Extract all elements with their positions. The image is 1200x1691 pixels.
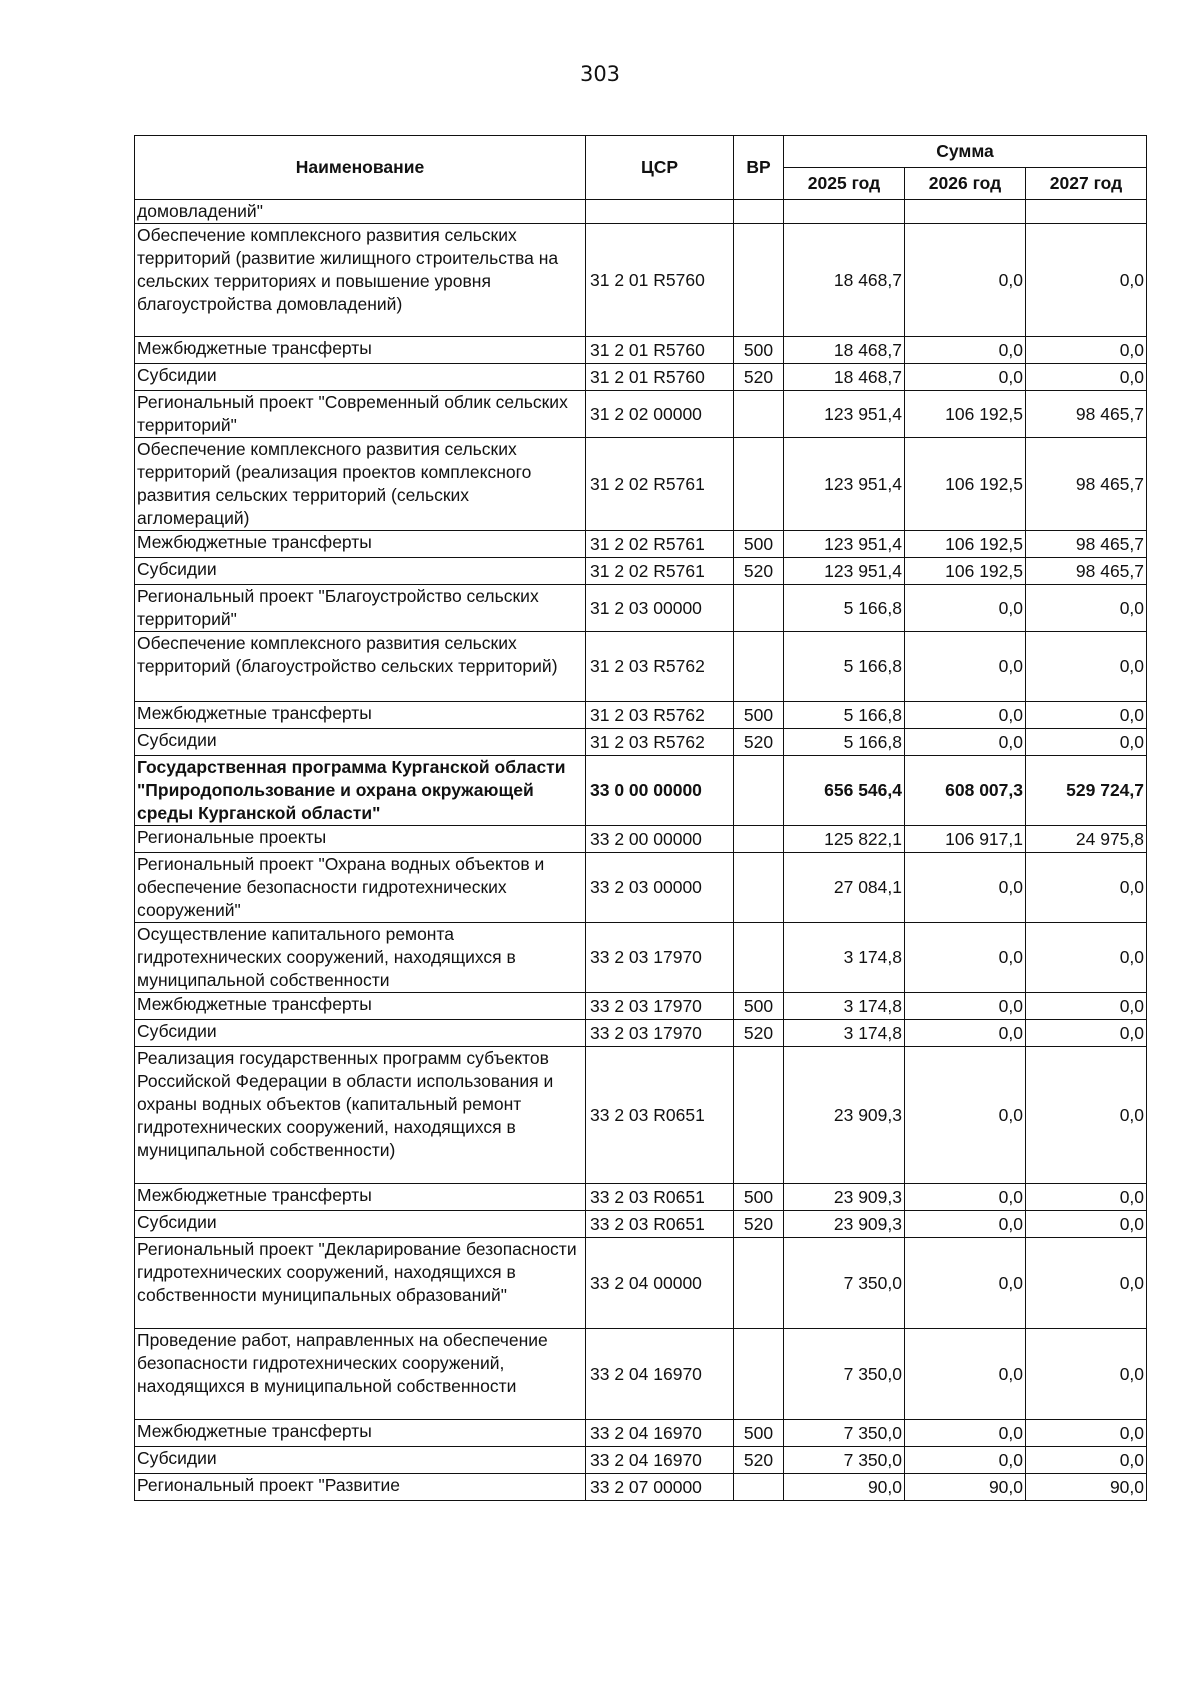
cell-y2025: 5 166,8 bbox=[784, 702, 905, 729]
cell-vr bbox=[734, 1238, 784, 1329]
cell-csr: 31 2 02 R5761 bbox=[586, 531, 734, 558]
cell-y2025: 23 909,3 bbox=[784, 1211, 905, 1238]
cell-y2027: 0,0 bbox=[1026, 364, 1147, 391]
table-row bbox=[135, 729, 1147, 756]
table-header bbox=[135, 136, 1147, 200]
cell-csr: 33 2 03 R0651 bbox=[586, 1184, 734, 1211]
cell-y2027: 98 465,7 bbox=[1026, 558, 1147, 585]
cell-y2025: 23 909,3 bbox=[784, 1047, 905, 1184]
table-row bbox=[135, 1047, 1147, 1184]
cell-y2027: 0,0 bbox=[1026, 224, 1147, 337]
cell-csr: 31 2 02 R5761 bbox=[586, 438, 734, 531]
cell-y2026: 106 192,5 bbox=[905, 531, 1026, 558]
cell-y2027: 0,0 bbox=[1026, 923, 1147, 993]
cell-csr: 33 2 04 16970 bbox=[586, 1420, 734, 1447]
cell-y2026: 0,0 bbox=[905, 224, 1026, 337]
cell-y2026: 106 192,5 bbox=[905, 391, 1026, 438]
cell-y2026: 0,0 bbox=[905, 337, 1026, 364]
cell-csr: 33 2 04 00000 bbox=[586, 1238, 734, 1329]
cell-name: Проведение работ, направленных на обеспечение безопасности гидротехнических сооружений, находящихся в муниципальной собственности bbox=[135, 1329, 586, 1420]
cell-name: Региональный проект "Благоустройство сельских территорий" bbox=[135, 585, 586, 632]
cell-y2027: 0,0 bbox=[1026, 632, 1147, 702]
cell-y2025: 656 546,4 bbox=[784, 756, 905, 826]
cell-vr bbox=[734, 632, 784, 702]
cell-vr: 500 bbox=[734, 702, 784, 729]
cell-y2026: 0,0 bbox=[905, 993, 1026, 1020]
table-row bbox=[135, 1420, 1147, 1447]
cell-name: Субсидии bbox=[135, 1447, 586, 1474]
cell-y2025 bbox=[784, 200, 905, 224]
cell-y2025: 27 084,1 bbox=[784, 853, 905, 923]
cell-y2025: 90,0 bbox=[784, 1474, 905, 1501]
cell-vr bbox=[734, 756, 784, 826]
cell-y2026: 0,0 bbox=[905, 1047, 1026, 1184]
cell-y2026: 0,0 bbox=[905, 1420, 1026, 1447]
cell-csr: 31 2 01 R5760 bbox=[586, 337, 734, 364]
cell-vr bbox=[734, 391, 784, 438]
cell-y2027: 98 465,7 bbox=[1026, 531, 1147, 558]
table-row bbox=[135, 923, 1147, 993]
budget-table bbox=[134, 135, 1147, 1501]
table-row bbox=[135, 200, 1147, 224]
cell-vr bbox=[734, 826, 784, 853]
cell-name: Региональный проект "Современный облик сельских территорий" bbox=[135, 391, 586, 438]
cell-y2025: 7 350,0 bbox=[784, 1238, 905, 1329]
cell-y2027: 0,0 bbox=[1026, 1329, 1147, 1420]
cell-vr: 520 bbox=[734, 1447, 784, 1474]
cell-y2026: 106 192,5 bbox=[905, 438, 1026, 531]
cell-y2025: 123 951,4 bbox=[784, 558, 905, 585]
cell-y2025: 3 174,8 bbox=[784, 923, 905, 993]
cell-y2027: 0,0 bbox=[1026, 1420, 1147, 1447]
header-2027: 2027 год bbox=[1026, 168, 1147, 200]
cell-y2026: 0,0 bbox=[905, 1211, 1026, 1238]
cell-vr: 520 bbox=[734, 364, 784, 391]
cell-name: Региональные проекты bbox=[135, 826, 586, 853]
table-row bbox=[135, 993, 1147, 1020]
cell-y2026: 106 192,5 bbox=[905, 558, 1026, 585]
cell-name: Межбюджетные трансферты bbox=[135, 702, 586, 729]
cell-vr bbox=[734, 224, 784, 337]
cell-y2026: 0,0 bbox=[905, 632, 1026, 702]
cell-y2025: 125 822,1 bbox=[784, 826, 905, 853]
cell-name: Субсидии bbox=[135, 1211, 586, 1238]
table-row bbox=[135, 531, 1147, 558]
cell-y2026 bbox=[905, 200, 1026, 224]
table-row bbox=[135, 632, 1147, 702]
cell-name: Межбюджетные трансферты bbox=[135, 993, 586, 1020]
cell-vr bbox=[734, 200, 784, 224]
cell-csr: 33 2 03 17970 bbox=[586, 1020, 734, 1047]
cell-csr: 31 2 02 R5761 bbox=[586, 558, 734, 585]
cell-y2027: 98 465,7 bbox=[1026, 438, 1147, 531]
table-row bbox=[135, 702, 1147, 729]
cell-csr: 31 2 03 R5762 bbox=[586, 632, 734, 702]
cell-vr: 500 bbox=[734, 531, 784, 558]
cell-y2027 bbox=[1026, 200, 1147, 224]
table-row bbox=[135, 391, 1147, 438]
cell-name: Межбюджетные трансферты bbox=[135, 1184, 586, 1211]
cell-y2026: 0,0 bbox=[905, 1020, 1026, 1047]
cell-y2027: 90,0 bbox=[1026, 1474, 1147, 1501]
cell-y2026: 0,0 bbox=[905, 702, 1026, 729]
cell-csr bbox=[586, 200, 734, 224]
cell-y2027: 0,0 bbox=[1026, 337, 1147, 364]
cell-vr: 500 bbox=[734, 1420, 784, 1447]
cell-vr: 500 bbox=[734, 1184, 784, 1211]
cell-csr: 33 2 07 00000 bbox=[586, 1474, 734, 1501]
cell-y2027: 0,0 bbox=[1026, 853, 1147, 923]
cell-vr bbox=[734, 438, 784, 531]
cell-y2025: 5 166,8 bbox=[784, 585, 905, 632]
cell-y2025: 123 951,4 bbox=[784, 438, 905, 531]
cell-name: Обеспечение комплексного развития сельских территорий (благоустройство сельских территорий) bbox=[135, 632, 586, 702]
cell-y2026: 106 917,1 bbox=[905, 826, 1026, 853]
table-row bbox=[135, 1447, 1147, 1474]
cell-name: Региональный проект "Декларирование безопасности гидротехнических сооружений, находящихся в собственности муниципальных образований" bbox=[135, 1238, 586, 1329]
cell-vr: 520 bbox=[734, 1211, 784, 1238]
table-row bbox=[135, 826, 1147, 853]
table-row bbox=[135, 1238, 1147, 1329]
cell-y2025: 3 174,8 bbox=[784, 1020, 905, 1047]
cell-y2027: 0,0 bbox=[1026, 585, 1147, 632]
table-row bbox=[135, 1184, 1147, 1211]
cell-vr: 500 bbox=[734, 993, 784, 1020]
cell-csr: 33 2 03 R0651 bbox=[586, 1047, 734, 1184]
cell-y2027: 0,0 bbox=[1026, 1020, 1147, 1047]
cell-vr: 500 bbox=[734, 337, 784, 364]
cell-y2027: 0,0 bbox=[1026, 1047, 1147, 1184]
cell-csr: 31 2 03 R5762 bbox=[586, 702, 734, 729]
cell-y2027: 0,0 bbox=[1026, 1184, 1147, 1211]
table-row bbox=[135, 853, 1147, 923]
cell-y2026: 0,0 bbox=[905, 1238, 1026, 1329]
cell-csr: 31 2 02 00000 bbox=[586, 391, 734, 438]
cell-csr: 33 2 03 00000 bbox=[586, 853, 734, 923]
cell-csr: 31 2 03 00000 bbox=[586, 585, 734, 632]
table-row bbox=[135, 756, 1147, 826]
cell-vr bbox=[734, 1474, 784, 1501]
cell-csr: 33 2 00 00000 bbox=[586, 826, 734, 853]
cell-y2027: 0,0 bbox=[1026, 702, 1147, 729]
cell-csr: 31 2 01 R5760 bbox=[586, 224, 734, 337]
table-body bbox=[135, 200, 1147, 1501]
table-row bbox=[135, 1474, 1147, 1501]
cell-y2025: 7 350,0 bbox=[784, 1447, 905, 1474]
cell-y2026: 0,0 bbox=[905, 729, 1026, 756]
header-csr: ЦСР bbox=[586, 136, 734, 200]
cell-y2025: 5 166,8 bbox=[784, 632, 905, 702]
table-row bbox=[135, 337, 1147, 364]
cell-y2025: 18 468,7 bbox=[784, 224, 905, 337]
header-2026: 2026 год bbox=[905, 168, 1026, 200]
table-row bbox=[135, 1329, 1147, 1420]
cell-name: Субсидии bbox=[135, 364, 586, 391]
cell-y2027: 529 724,7 bbox=[1026, 756, 1147, 826]
cell-name: Осуществление капитального ремонта гидротехнических сооружений, находящихся в муниципальной собственности bbox=[135, 923, 586, 993]
cell-y2027: 0,0 bbox=[1026, 729, 1147, 756]
table-row bbox=[135, 438, 1147, 531]
cell-y2026: 0,0 bbox=[905, 1184, 1026, 1211]
cell-name: Региональный проект "Развитие bbox=[135, 1474, 586, 1501]
cell-y2026: 90,0 bbox=[905, 1474, 1026, 1501]
cell-y2025: 3 174,8 bbox=[784, 993, 905, 1020]
cell-y2026: 0,0 bbox=[905, 1329, 1026, 1420]
cell-csr: 33 2 04 16970 bbox=[586, 1447, 734, 1474]
cell-name: Субсидии bbox=[135, 729, 586, 756]
cell-y2025: 18 468,7 bbox=[784, 364, 905, 391]
cell-vr bbox=[734, 585, 784, 632]
cell-name: Межбюджетные трансферты bbox=[135, 1420, 586, 1447]
cell-y2027: 98 465,7 bbox=[1026, 391, 1147, 438]
cell-y2027: 0,0 bbox=[1026, 1447, 1147, 1474]
cell-name: Субсидии bbox=[135, 1020, 586, 1047]
cell-y2025: 123 951,4 bbox=[784, 531, 905, 558]
cell-y2026: 0,0 bbox=[905, 853, 1026, 923]
cell-vr bbox=[734, 1047, 784, 1184]
cell-csr: 33 2 04 16970 bbox=[586, 1329, 734, 1420]
header-2025: 2025 год bbox=[784, 168, 905, 200]
cell-vr: 520 bbox=[734, 1020, 784, 1047]
cell-y2026: 0,0 bbox=[905, 585, 1026, 632]
cell-vr bbox=[734, 1329, 784, 1420]
cell-name: Межбюджетные трансферты bbox=[135, 531, 586, 558]
cell-y2025: 7 350,0 bbox=[784, 1420, 905, 1447]
cell-vr: 520 bbox=[734, 729, 784, 756]
cell-y2025: 7 350,0 bbox=[784, 1329, 905, 1420]
cell-csr: 31 2 03 R5762 bbox=[586, 729, 734, 756]
cell-csr: 33 0 00 00000 bbox=[586, 756, 734, 826]
cell-y2026: 0,0 bbox=[905, 923, 1026, 993]
table-row bbox=[135, 364, 1147, 391]
cell-name: домовладений" bbox=[135, 200, 586, 224]
cell-y2027: 24 975,8 bbox=[1026, 826, 1147, 853]
cell-name: Субсидии bbox=[135, 558, 586, 585]
cell-csr: 33 2 03 R0651 bbox=[586, 1211, 734, 1238]
cell-vr: 520 bbox=[734, 558, 784, 585]
cell-y2026: 0,0 bbox=[905, 1447, 1026, 1474]
cell-csr: 33 2 03 17970 bbox=[586, 923, 734, 993]
cell-name: Межбюджетные трансферты bbox=[135, 337, 586, 364]
cell-y2026: 0,0 bbox=[905, 364, 1026, 391]
cell-name: Обеспечение комплексного развития сельских территорий (реализация проектов комплексного развития сельских территорий (сельских агломераций) bbox=[135, 438, 586, 531]
cell-name: Государственная программа Курганской области "Природопользование и охрана окружающей среды Курганской области" bbox=[135, 756, 586, 826]
cell-name: Реализация государственных программ субъектов Российской Федерации в области использования и охраны водных объектов (капитальный ремонт гидротехнических сооружений, находящихся в муниципальной собственности) bbox=[135, 1047, 586, 1184]
cell-y2025: 5 166,8 bbox=[784, 729, 905, 756]
table-row bbox=[135, 1211, 1147, 1238]
cell-csr: 33 2 03 17970 bbox=[586, 993, 734, 1020]
cell-vr bbox=[734, 923, 784, 993]
table-row bbox=[135, 224, 1147, 337]
cell-y2025: 18 468,7 bbox=[784, 337, 905, 364]
header-sum: Сумма bbox=[784, 136, 1147, 168]
cell-name: Региональный проект "Охрана водных объектов и обеспечение безопасности гидротехнических сооружений" bbox=[135, 853, 586, 923]
header-vr: ВР bbox=[734, 136, 784, 200]
cell-y2025: 23 909,3 bbox=[784, 1184, 905, 1211]
cell-y2027: 0,0 bbox=[1026, 1238, 1147, 1329]
cell-y2027: 0,0 bbox=[1026, 1211, 1147, 1238]
cell-csr: 31 2 01 R5760 bbox=[586, 364, 734, 391]
table-row bbox=[135, 1020, 1147, 1047]
header-name: Наименование bbox=[135, 136, 586, 200]
table-row bbox=[135, 558, 1147, 585]
table-row bbox=[135, 585, 1147, 632]
page-number: 303 bbox=[579, 62, 621, 86]
cell-name: Обеспечение комплексного развития сельских территорий (развитие жилищного строительства на сельских территориях и повышение уровня благоустройства домовладений) bbox=[135, 224, 586, 337]
cell-y2025: 123 951,4 bbox=[784, 391, 905, 438]
cell-y2026: 608 007,3 bbox=[905, 756, 1026, 826]
cell-vr bbox=[734, 853, 784, 923]
cell-y2027: 0,0 bbox=[1026, 993, 1147, 1020]
